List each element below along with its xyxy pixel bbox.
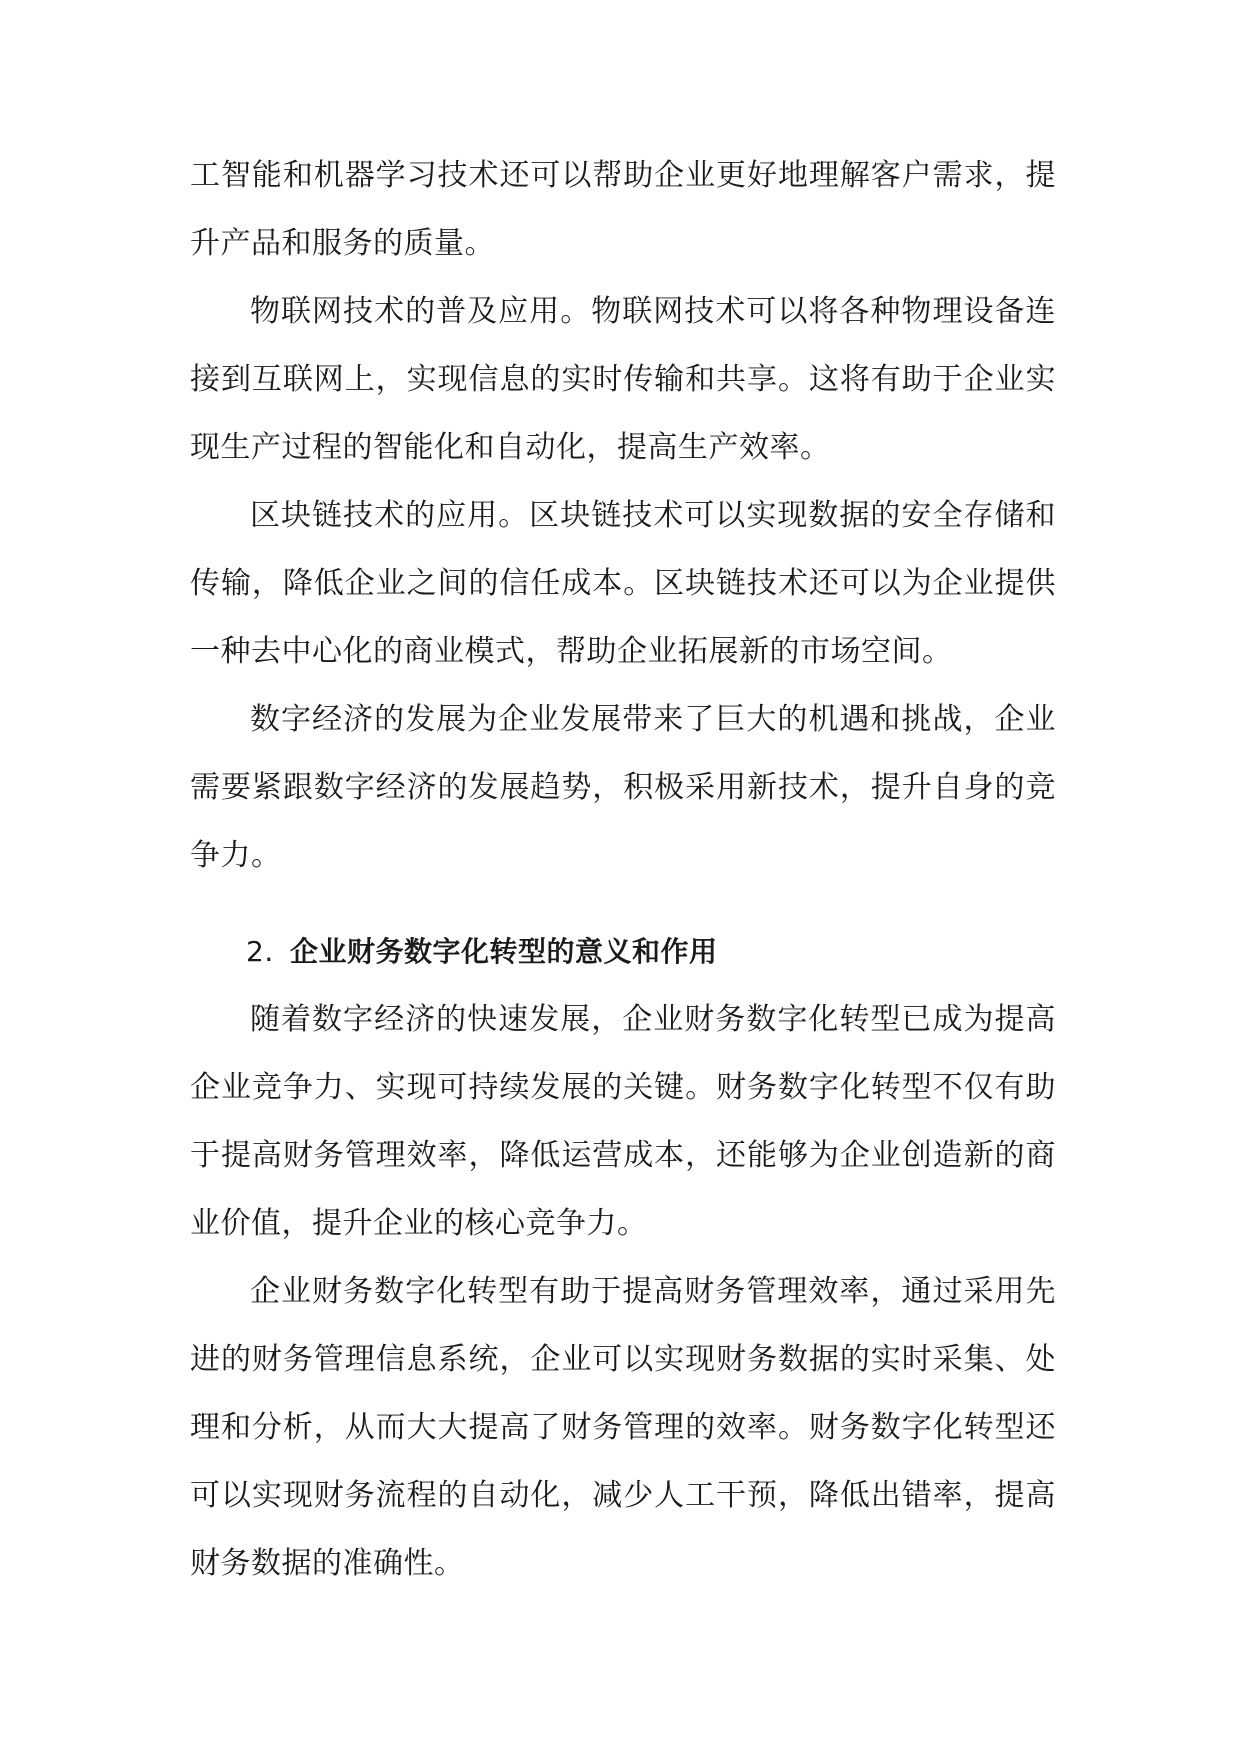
paragraph-efficiency: 企业财务数字化转型有助于提高财务管理效率，通过采用先进的财务管理信息系统，企业可以实现财务数据的实时采集、处理和分析，从而大大提高了财务管理的效率。财务数字化转型还可以实现财务流程的自动化，减少人工干预，降低出错率，提高财务数据的准确性。 xyxy=(190,1274,1056,1581)
paragraph-digital-economy-summary: 数字经济的发展为企业发展带来了巨大的机遇和挑战，企业需要紧跟数字经济的发展趋势，积极采用新技术，提升自身的竞争力。 xyxy=(190,702,1056,873)
section-title: 企业财务数字化转型的意义和作用 xyxy=(290,935,718,968)
section-heading xyxy=(190,918,1056,986)
paragraph-iot: 物联网技术的普及应用。物联网技术可以将各种物理设备连接到互联网上，实现信息的实时传输和共享。这将有助于企业实现生产过程的智能化和自动化，提高生产效率。 xyxy=(190,294,1056,465)
paragraph-significance: 随着数字经济的快速发展，企业财务数字化转型已成为提高企业竞争力、实现可持续发展的关键。财务数字化转型不仅有助于提高财务管理效率，降低运营成本，还能够为企业创造新的商业价值，提升企业的核心竞争力。 xyxy=(190,1002,1056,1241)
paragraph-blockchain: 区块链技术的应用。区块链技术可以实现数据的安全存储和传输，降低企业之间的信任成本。区块链技术还可以为企业提供一种去中心化的商业模式，帮助企业拓展新的市场空间。 xyxy=(190,498,1056,669)
section-number: 2. xyxy=(246,935,274,968)
document-body xyxy=(190,142,1056,1598)
paragraph-continuation: 工智能和机器学习技术还可以帮助企业更好地理解客户需求，提升产品和服务的质量。 xyxy=(190,158,1056,261)
